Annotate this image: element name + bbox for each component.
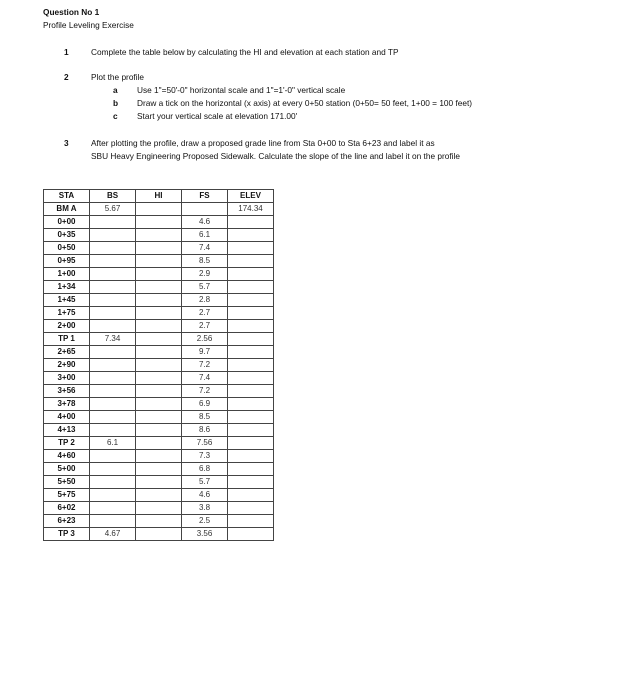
item-text: Plot the profile — [91, 72, 145, 82]
item-text: Complete the table below by calculating the HI and elevation at each station and TP — [91, 47, 399, 57]
table-row — [44, 502, 274, 515]
cell-bs: 5.67 — [90, 203, 136, 216]
cell-bs — [90, 346, 136, 359]
cell-hi — [136, 307, 182, 320]
cell-elev — [228, 515, 274, 528]
cell-bs — [90, 307, 136, 320]
cell-sta: 0+00 — [44, 216, 90, 229]
cell-bs — [90, 385, 136, 398]
cell-bs: 6.1 — [90, 437, 136, 450]
cell-bs — [90, 450, 136, 463]
cell-elev — [228, 411, 274, 424]
cell-elev — [228, 359, 274, 372]
cell-sta: 2+65 — [44, 346, 90, 359]
cell-sta: TP 2 — [44, 437, 90, 450]
cell-fs: 4.6 — [182, 489, 228, 502]
item-number: 2 — [64, 72, 69, 82]
cell-bs — [90, 294, 136, 307]
cell-fs: 5.7 — [182, 281, 228, 294]
cell-sta: 4+60 — [44, 450, 90, 463]
cell-sta: 4+13 — [44, 424, 90, 437]
cell-hi — [136, 385, 182, 398]
cell-fs: 2.8 — [182, 294, 228, 307]
cell-hi — [136, 346, 182, 359]
cell-bs — [90, 268, 136, 281]
cell-sta: 6+23 — [44, 515, 90, 528]
cell-elev — [228, 216, 274, 229]
table-row — [44, 307, 274, 320]
item-text: After plotting the profile, draw a proposed grade line from Sta 0+00 to Sta 6+23 and label it as — [91, 138, 435, 148]
subitem-letter: a — [113, 85, 118, 95]
cell-elev — [228, 333, 274, 346]
cell-fs: 6.8 — [182, 463, 228, 476]
subtitle: Profile Leveling Exercise — [43, 20, 134, 30]
table-row — [44, 294, 274, 307]
subitem-text: Start your vertical scale at elevation 171.00' — [137, 111, 298, 121]
cell-bs — [90, 372, 136, 385]
subitem-text: Draw a tick on the horizontal (x axis) at every 0+50 station (0+50= 50 feet, 1+00 = 100 feet) — [137, 98, 473, 108]
cell-elev — [228, 385, 274, 398]
table-row — [44, 515, 274, 528]
table-header-row — [44, 190, 274, 203]
cell-fs: 7.4 — [182, 242, 228, 255]
cell-sta: 0+50 — [44, 242, 90, 255]
cell-sta: BM A — [44, 203, 90, 216]
cell-sta: 1+45 — [44, 294, 90, 307]
cell-elev — [228, 346, 274, 359]
cell-elev — [228, 320, 274, 333]
cell-sta: 1+34 — [44, 281, 90, 294]
cell-bs — [90, 411, 136, 424]
cell-hi — [136, 476, 182, 489]
table-row — [44, 229, 274, 242]
cell-hi — [136, 229, 182, 242]
cell-bs — [90, 398, 136, 411]
cell-fs: 2.9 — [182, 268, 228, 281]
table-row — [44, 242, 274, 255]
cell-sta: 3+56 — [44, 385, 90, 398]
cell-bs: 7.34 — [90, 333, 136, 346]
cell-bs — [90, 489, 136, 502]
header-elev: ELEV — [228, 190, 274, 203]
cell-bs — [90, 463, 136, 476]
cell-fs: 4.6 — [182, 216, 228, 229]
table-row — [44, 281, 274, 294]
subitem-letter: b — [113, 98, 119, 108]
cell-fs: 9.7 — [182, 346, 228, 359]
cell-bs — [90, 255, 136, 268]
cell-fs: 6.9 — [182, 398, 228, 411]
cell-hi — [136, 320, 182, 333]
cell-hi — [136, 502, 182, 515]
cell-hi — [136, 281, 182, 294]
cell-hi — [136, 294, 182, 307]
cell-elev — [228, 242, 274, 255]
cell-hi — [136, 203, 182, 216]
table-row — [44, 385, 274, 398]
cell-fs: 2.5 — [182, 515, 228, 528]
cell-elev — [228, 372, 274, 385]
cell-hi — [136, 398, 182, 411]
cell-bs — [90, 476, 136, 489]
cell-fs: 7.2 — [182, 385, 228, 398]
cell-sta: 3+00 — [44, 372, 90, 385]
cell-bs — [90, 281, 136, 294]
question-title: Question No 1 — [43, 7, 100, 17]
cell-hi — [136, 489, 182, 502]
table-row — [44, 463, 274, 476]
cell-fs: 6.1 — [182, 229, 228, 242]
cell-fs: 3.8 — [182, 502, 228, 515]
cell-fs: 5.7 — [182, 476, 228, 489]
cell-bs — [90, 216, 136, 229]
cell-fs: 8.5 — [182, 411, 228, 424]
header-sta: STA — [44, 190, 90, 203]
cell-bs — [90, 320, 136, 333]
cell-hi — [136, 528, 182, 541]
item-text-continued: SBU Heavy Engineering Proposed Sidewalk. Calculate the slope of the line and label it on the profile — [91, 151, 460, 161]
cell-bs — [90, 359, 136, 372]
cell-fs: 7.4 — [182, 372, 228, 385]
cell-elev — [228, 502, 274, 515]
table-row — [44, 216, 274, 229]
subitem-letter: c — [113, 111, 118, 121]
cell-hi — [136, 333, 182, 346]
cell-fs — [182, 203, 228, 216]
table-row — [44, 268, 274, 281]
cell-bs: 4.67 — [90, 528, 136, 541]
cell-hi — [136, 372, 182, 385]
header-fs: FS — [182, 190, 228, 203]
cell-hi — [136, 216, 182, 229]
cell-elev — [228, 281, 274, 294]
cell-sta: 1+00 — [44, 268, 90, 281]
cell-bs — [90, 242, 136, 255]
cell-hi — [136, 359, 182, 372]
cell-elev — [228, 463, 274, 476]
table-row — [44, 528, 274, 541]
table-row — [44, 476, 274, 489]
cell-sta: 6+02 — [44, 502, 90, 515]
cell-hi — [136, 424, 182, 437]
cell-elev — [228, 307, 274, 320]
subitem-text: Use 1"=50'-0" horizontal scale and 1"=1'-0" vertical scale — [137, 85, 346, 95]
cell-sta: 0+95 — [44, 255, 90, 268]
cell-elev — [228, 450, 274, 463]
cell-hi — [136, 450, 182, 463]
cell-elev: 174.34 — [228, 203, 274, 216]
item-number: 3 — [64, 138, 69, 148]
leveling-table — [43, 189, 274, 541]
table-row — [44, 359, 274, 372]
cell-hi — [136, 515, 182, 528]
cell-sta: TP 3 — [44, 528, 90, 541]
header-hi: HI — [136, 190, 182, 203]
cell-sta: 4+00 — [44, 411, 90, 424]
cell-elev — [228, 476, 274, 489]
table-row — [44, 424, 274, 437]
cell-sta: 0+35 — [44, 229, 90, 242]
cell-sta: 3+78 — [44, 398, 90, 411]
cell-elev — [228, 398, 274, 411]
cell-elev — [228, 294, 274, 307]
cell-hi — [136, 463, 182, 476]
cell-sta: 5+50 — [44, 476, 90, 489]
table-row — [44, 437, 274, 450]
table-row — [44, 346, 274, 359]
cell-sta: 1+75 — [44, 307, 90, 320]
item-number: 1 — [64, 47, 69, 57]
table-row — [44, 411, 274, 424]
cell-bs — [90, 229, 136, 242]
cell-elev — [228, 528, 274, 541]
header-bs: BS — [90, 190, 136, 203]
cell-elev — [228, 229, 274, 242]
cell-fs: 2.7 — [182, 307, 228, 320]
table-row — [44, 320, 274, 333]
cell-elev — [228, 437, 274, 450]
cell-hi — [136, 242, 182, 255]
cell-elev — [228, 255, 274, 268]
cell-fs: 7.2 — [182, 359, 228, 372]
table-row — [44, 398, 274, 411]
cell-elev — [228, 489, 274, 502]
table-row — [44, 333, 274, 346]
cell-hi — [136, 268, 182, 281]
table-row — [44, 255, 274, 268]
cell-sta: TP 1 — [44, 333, 90, 346]
cell-hi — [136, 437, 182, 450]
cell-sta: 5+75 — [44, 489, 90, 502]
cell-fs: 2.7 — [182, 320, 228, 333]
cell-fs: 3.56 — [182, 528, 228, 541]
cell-bs — [90, 515, 136, 528]
table-row — [44, 489, 274, 502]
cell-fs: 7.3 — [182, 450, 228, 463]
cell-fs: 8.5 — [182, 255, 228, 268]
cell-sta: 2+90 — [44, 359, 90, 372]
cell-hi — [136, 255, 182, 268]
cell-hi — [136, 411, 182, 424]
cell-bs — [90, 502, 136, 515]
table-row — [44, 450, 274, 463]
cell-elev — [228, 424, 274, 437]
table-row — [44, 203, 274, 216]
cell-fs: 8.6 — [182, 424, 228, 437]
cell-elev — [228, 268, 274, 281]
cell-sta: 5+00 — [44, 463, 90, 476]
cell-fs: 7.56 — [182, 437, 228, 450]
cell-bs — [90, 424, 136, 437]
table-row — [44, 372, 274, 385]
cell-fs: 2.56 — [182, 333, 228, 346]
cell-sta: 2+00 — [44, 320, 90, 333]
